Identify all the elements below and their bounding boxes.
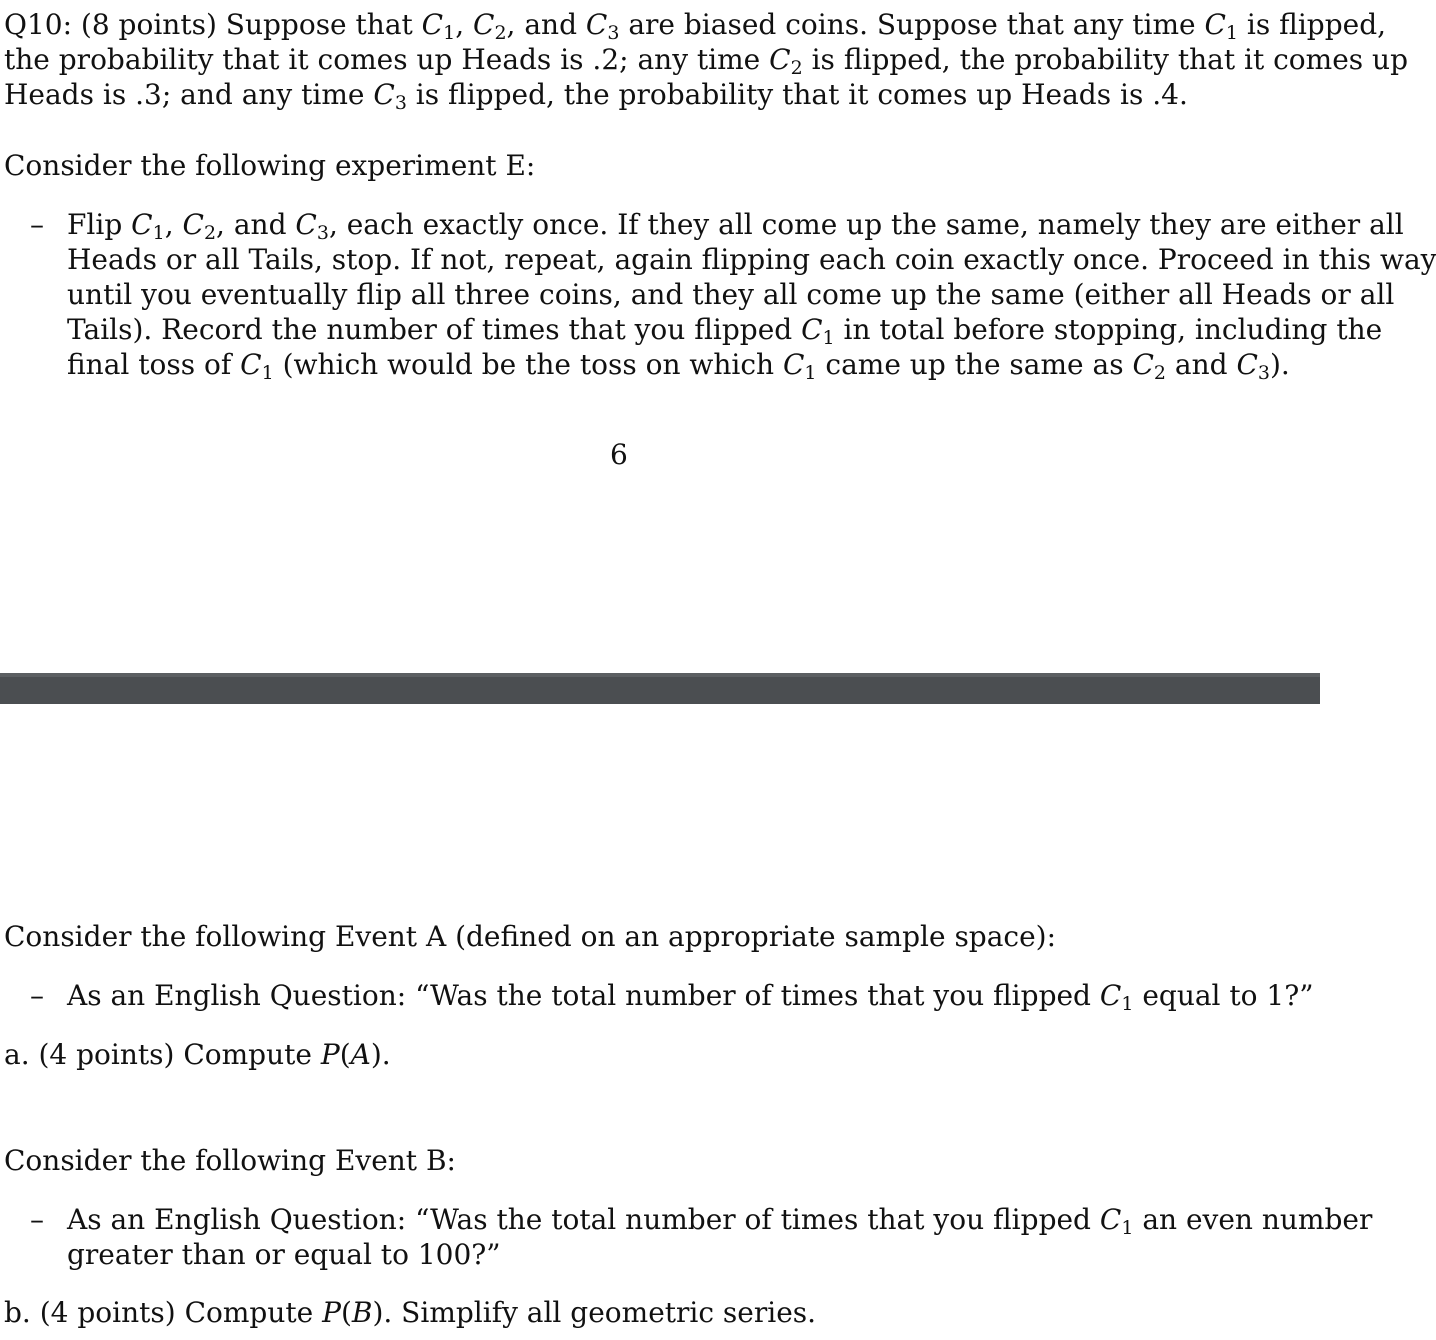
event-a-intro: Consider the following Event A (defined on an appropriate sample space):	[4, 920, 1057, 953]
q10-text: is flipped, the probability that it comes up	[802, 43, 1409, 76]
experiment-line-2: Heads or all Tails, stop. If not, repeat, again flipping each coin exactly once. Proceed in this way	[67, 243, 1436, 276]
q10-text: Heads is .3; and any time	[4, 78, 374, 111]
math-c3: $C_3$	[1236, 348, 1270, 384]
q10-line-3	[4, 77, 1308, 112]
question-10-paragraph	[4, 7, 1409, 114]
q10-text: , and	[506, 8, 586, 41]
page-divider	[0, 673, 1320, 704]
experiment-line-5: final toss of $C_1$ (which would be the toss on which $C_1$ came up the same as $C_2$ and $C_3$).	[67, 348, 1290, 384]
math-c1: $C_1$	[1204, 8, 1239, 44]
math-event-a: A	[350, 1038, 371, 1071]
math-c3: $C_3$	[585, 8, 620, 44]
math-c2: $C_2$	[182, 208, 217, 244]
math-c1: $C_1$	[1099, 1203, 1134, 1239]
q10-line-2	[4, 42, 1409, 79]
math-c2: $C_2$	[1132, 348, 1166, 384]
bullet-dash: –	[30, 1203, 44, 1236]
math-c1: $C_1$	[421, 8, 456, 44]
part-b-prompt: b. (4 points) Compute P(B). Simplify all geometric series.	[4, 1296, 817, 1329]
experiment-intro: Consider the following experiment E:	[4, 149, 536, 182]
page-number: 6	[610, 438, 628, 471]
q10-text: is flipped, the probability that it comes up Heads is .4.	[406, 78, 1188, 111]
experiment-line-1: Flip $C_1$, $C_2$, and $C_3$, each exactly once. If they all come up the same, namely they are either all	[67, 208, 1404, 244]
math-p: P	[320, 1038, 340, 1071]
event-b-line-2: greater than or equal to 100?”	[67, 1238, 501, 1271]
event-b-line-1: As an English Question: “Was the total number of times that you flipped $C_1$ an even number	[67, 1203, 1373, 1239]
math-c1: $C_1$	[801, 313, 835, 349]
math-p: P	[322, 1296, 341, 1329]
math-c1: $C_1$	[131, 208, 165, 244]
event-b-intro: Consider the following Event B:	[4, 1144, 456, 1177]
math-c3: $C_3$	[295, 208, 329, 244]
bullet-dash: –	[30, 979, 44, 1012]
q10-text: is flipped,	[1238, 8, 1387, 41]
math-c2: $C_2$	[473, 8, 507, 44]
math-c2: $C_2$	[769, 43, 803, 79]
event-b-question	[67, 1202, 1373, 1272]
event-a-question: As an English Question: “Was the total number of times that you flipped $C_1$ equal to 1?”	[67, 979, 1314, 1015]
math-c3: $C_3$	[373, 78, 407, 114]
experiment-description	[67, 207, 1436, 384]
math-event-b: B	[351, 1296, 373, 1329]
q10-text: the probability that it comes up Heads is .2; any time	[4, 43, 770, 76]
math-c1: $C_1$	[1099, 979, 1134, 1015]
q10-line-1	[4, 7, 1387, 44]
part-a-prompt: a. (4 points) Compute P(A).	[4, 1038, 391, 1071]
bullet-dash: –	[30, 208, 44, 241]
q10-text: Q10: (8 points) Suppose that	[4, 8, 422, 41]
math-c1: $C_1$	[240, 348, 274, 384]
experiment-line-3: until you eventually flip all three coins, and they all come up the same (either all Heads or all	[67, 278, 1395, 311]
q10-text: ,	[455, 8, 474, 41]
q10-text: are biased coins. Suppose that any time	[619, 8, 1205, 41]
experiment-line-4: Tails). Record the number of times that you flipped $C_1$ in total before stopping, including the	[67, 313, 1383, 349]
math-c1: $C_1$	[782, 348, 817, 384]
